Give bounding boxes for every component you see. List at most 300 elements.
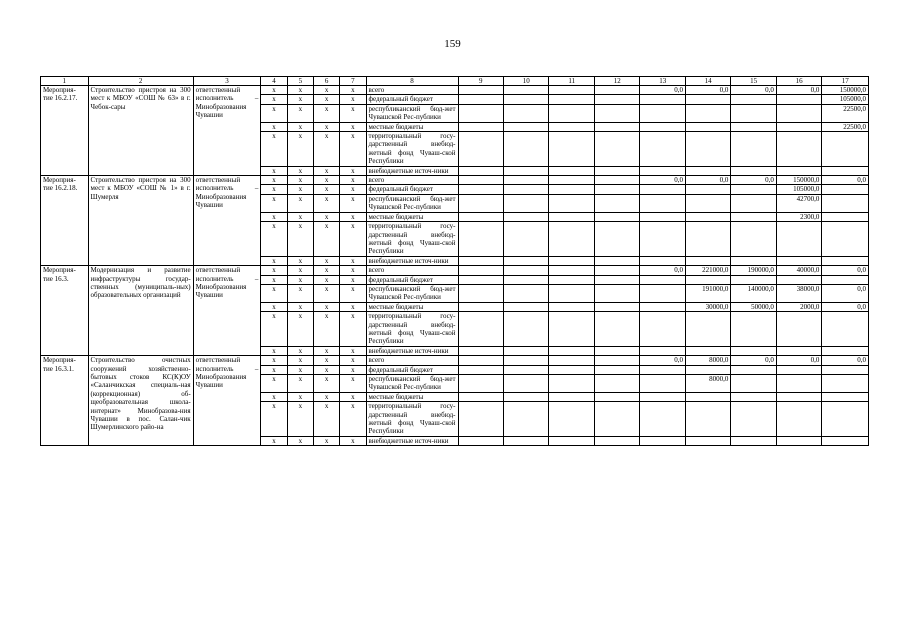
code-cell: x xyxy=(313,365,339,374)
amount-cell xyxy=(822,275,869,284)
amount-cell xyxy=(640,302,685,311)
code-cell: x xyxy=(287,132,313,167)
code-cell: x xyxy=(313,346,339,355)
code-cell: x xyxy=(313,256,339,265)
amount-cell xyxy=(504,375,549,393)
code-cell: x xyxy=(340,346,366,355)
amount-cell: 30000,0 xyxy=(685,302,730,311)
amount-cell xyxy=(594,132,639,167)
amount-cell xyxy=(504,402,549,437)
amount-cell xyxy=(549,256,594,265)
amount-cell xyxy=(822,256,869,265)
amount-cell xyxy=(776,312,821,347)
amount-cell xyxy=(458,194,503,212)
amount-cell: 0,0 xyxy=(776,86,821,95)
amount-cell: 221000,0 xyxy=(685,266,730,275)
code-cell: x xyxy=(261,194,287,212)
amount-cell xyxy=(685,392,730,401)
amount-cell xyxy=(504,436,549,445)
amount-cell xyxy=(458,346,503,355)
amount-cell xyxy=(685,365,730,374)
column-number: 4 xyxy=(261,77,287,86)
amount-cell xyxy=(549,312,594,347)
program-measures-table xyxy=(40,76,869,446)
code-cell: x xyxy=(261,185,287,194)
code-cell: x xyxy=(261,166,287,175)
amount-cell xyxy=(640,95,685,104)
amount-cell: 105000,0 xyxy=(776,185,821,194)
amount-cell xyxy=(594,392,639,401)
amount-cell: 0,0 xyxy=(640,176,685,185)
amount-cell: 150000,0 xyxy=(822,86,869,95)
amount-cell xyxy=(504,356,549,365)
amount-cell xyxy=(504,86,549,95)
amount-cell xyxy=(776,392,821,401)
funding-source: внебюджетные источ-ники xyxy=(366,436,458,445)
amount-cell xyxy=(594,365,639,374)
amount-cell xyxy=(640,185,685,194)
code-cell: x xyxy=(287,346,313,355)
code-cell: x xyxy=(287,436,313,445)
code-cell: x xyxy=(313,122,339,131)
column-number: 12 xyxy=(594,77,639,86)
amount-cell xyxy=(549,392,594,401)
table-row xyxy=(41,356,869,365)
amount-cell xyxy=(458,392,503,401)
code-cell: x xyxy=(287,212,313,221)
amount-cell xyxy=(504,185,549,194)
amount-cell xyxy=(822,212,869,221)
funding-source: всего xyxy=(366,356,458,365)
amount-cell xyxy=(594,375,639,393)
amount-cell xyxy=(549,346,594,355)
amount-cell xyxy=(685,95,730,104)
amount-cell xyxy=(549,132,594,167)
amount-cell xyxy=(504,346,549,355)
amount-cell xyxy=(640,122,685,131)
code-cell: x xyxy=(313,302,339,311)
amount-cell xyxy=(504,132,549,167)
amount-cell xyxy=(731,194,776,212)
amount-cell: 0,0 xyxy=(685,176,730,185)
amount-cell xyxy=(685,212,730,221)
measure-name: Строительство пристроя на 300 мест к МБОУ «СОШ № 63» в г. Чебок-сары xyxy=(88,86,193,176)
amount-cell xyxy=(458,284,503,302)
amount-cell xyxy=(731,312,776,347)
amount-cell xyxy=(594,95,639,104)
code-cell: x xyxy=(313,86,339,95)
measure-id: Мероприя-тие 16.3.1. xyxy=(41,356,89,446)
amount-cell xyxy=(549,185,594,194)
amount-cell: 22500,0 xyxy=(822,104,869,122)
amount-cell xyxy=(458,302,503,311)
code-cell: x xyxy=(340,95,366,104)
code-cell: x xyxy=(340,312,366,347)
amount-cell xyxy=(549,86,594,95)
amount-cell xyxy=(504,104,549,122)
amount-cell xyxy=(458,275,503,284)
code-cell: x xyxy=(313,185,339,194)
amount-cell xyxy=(549,266,594,275)
amount-cell xyxy=(731,166,776,175)
amount-cell xyxy=(549,375,594,393)
code-cell: x xyxy=(287,402,313,437)
code-cell: x xyxy=(287,194,313,212)
amount-cell xyxy=(685,312,730,347)
amount-cell xyxy=(731,375,776,393)
code-cell: x xyxy=(261,122,287,131)
code-cell: x xyxy=(261,212,287,221)
code-cell: x xyxy=(287,176,313,185)
amount-cell xyxy=(640,104,685,122)
amount-cell xyxy=(685,166,730,175)
amount-cell xyxy=(731,132,776,167)
column-number: 2 xyxy=(88,77,193,86)
amount-cell xyxy=(458,212,503,221)
amount-cell xyxy=(549,365,594,374)
amount-cell xyxy=(776,222,821,257)
amount-cell: 0,0 xyxy=(822,356,869,365)
amount-cell xyxy=(776,365,821,374)
code-cell: x xyxy=(261,436,287,445)
amount-cell xyxy=(731,95,776,104)
code-cell: x xyxy=(313,166,339,175)
amount-cell xyxy=(504,312,549,347)
amount-cell xyxy=(731,436,776,445)
code-cell: x xyxy=(287,185,313,194)
amount-cell xyxy=(685,104,730,122)
code-cell: x xyxy=(340,302,366,311)
amount-cell xyxy=(822,222,869,257)
amount-cell xyxy=(822,312,869,347)
amount-cell xyxy=(822,402,869,437)
code-cell: x xyxy=(313,275,339,284)
code-cell: x xyxy=(287,375,313,393)
code-cell: x xyxy=(261,284,287,302)
amount-cell xyxy=(685,122,730,131)
amount-cell xyxy=(731,212,776,221)
amount-cell xyxy=(822,132,869,167)
code-cell: x xyxy=(261,266,287,275)
amount-cell: 0,0 xyxy=(822,176,869,185)
code-cell: x xyxy=(313,104,339,122)
code-cell: x xyxy=(313,436,339,445)
code-cell: x xyxy=(340,194,366,212)
amount-cell xyxy=(549,302,594,311)
code-cell: x xyxy=(313,176,339,185)
code-cell: x xyxy=(261,346,287,355)
code-cell: x xyxy=(340,375,366,393)
table-row xyxy=(41,266,869,275)
funding-source: территориальный госу-дарственный внебюд-жетный фонд Чуваш-ской Республики xyxy=(366,312,458,347)
amount-cell: 0,0 xyxy=(822,266,869,275)
funding-source: всего xyxy=(366,86,458,95)
amount-cell xyxy=(458,185,503,194)
amount-cell xyxy=(458,266,503,275)
amount-cell xyxy=(731,122,776,131)
amount-cell xyxy=(458,86,503,95)
code-cell: x xyxy=(287,104,313,122)
amount-cell xyxy=(549,194,594,212)
amount-cell: 8000,0 xyxy=(685,356,730,365)
code-cell: x xyxy=(313,194,339,212)
code-cell: x xyxy=(313,375,339,393)
measure-executor: ответственный исполнитель – Минобразования Чувашии xyxy=(193,266,261,356)
amount-cell xyxy=(731,365,776,374)
amount-cell xyxy=(685,222,730,257)
amount-cell xyxy=(776,275,821,284)
amount-cell xyxy=(685,185,730,194)
code-cell: x xyxy=(287,275,313,284)
table-row xyxy=(41,176,869,185)
amount-cell xyxy=(504,284,549,302)
code-cell: x xyxy=(313,284,339,302)
code-cell: x xyxy=(287,256,313,265)
amount-cell xyxy=(458,256,503,265)
funding-source: внебюджетные источ-ники xyxy=(366,256,458,265)
measure-id: Мероприя-тие 16.2.17. xyxy=(41,86,89,176)
funding-source: федеральный бюджет xyxy=(366,95,458,104)
funding-source: внебюджетные источ-ники xyxy=(366,346,458,355)
amount-cell xyxy=(594,104,639,122)
amount-cell: 0,0 xyxy=(822,302,869,311)
amount-cell: 42700,0 xyxy=(776,194,821,212)
measure-executor: ответственный исполнитель – Минобразования Чувашии xyxy=(193,176,261,266)
code-cell: x xyxy=(340,166,366,175)
column-number: 17 xyxy=(822,77,869,86)
funding-source: федеральный бюджет xyxy=(366,275,458,284)
amount-cell xyxy=(504,176,549,185)
amount-cell xyxy=(640,402,685,437)
amount-cell xyxy=(549,104,594,122)
amount-cell xyxy=(640,256,685,265)
amount-cell xyxy=(458,356,503,365)
code-cell: x xyxy=(340,266,366,275)
amount-cell xyxy=(458,132,503,167)
amount-cell xyxy=(594,86,639,95)
code-cell: x xyxy=(340,284,366,302)
code-cell: x xyxy=(261,392,287,401)
code-cell: x xyxy=(340,275,366,284)
column-number: 13 xyxy=(640,77,685,86)
code-cell: x xyxy=(340,132,366,167)
code-cell: x xyxy=(340,185,366,194)
amount-cell xyxy=(504,266,549,275)
amount-cell xyxy=(504,194,549,212)
amount-cell xyxy=(549,402,594,437)
amount-cell xyxy=(594,302,639,311)
amount-cell xyxy=(776,375,821,393)
column-number: 10 xyxy=(504,77,549,86)
amount-cell xyxy=(822,375,869,393)
amount-cell: 0,0 xyxy=(640,86,685,95)
amount-cell xyxy=(731,402,776,437)
amount-cell xyxy=(776,256,821,265)
amount-cell xyxy=(685,256,730,265)
measure-name: Строительство пристроя на 300 мест к МБОУ «СОШ № 1» в г. Шумерля xyxy=(88,176,193,266)
code-cell: x xyxy=(340,256,366,265)
code-cell: x xyxy=(313,402,339,437)
amount-cell xyxy=(776,166,821,175)
amount-cell xyxy=(594,194,639,212)
measure-executor: ответственный исполнитель – Минобразования Чувашии xyxy=(193,356,261,446)
measure-name: Строительство очистных сооружений хозяйственно-бытовых стоков КС(К)ОУ «Саланчикская специаль-ная (коррекционная) об-щеобразовательная школа-интернат» Минобразова-ния Чувашии в пос. Салан-чик Шумерлинского райо-на xyxy=(88,356,193,446)
column-number: 11 xyxy=(549,77,594,86)
amount-cell xyxy=(504,95,549,104)
code-cell: x xyxy=(261,95,287,104)
amount-cell xyxy=(776,104,821,122)
amount-cell xyxy=(504,166,549,175)
amount-cell xyxy=(549,122,594,131)
code-cell: x xyxy=(261,312,287,347)
code-cell: x xyxy=(313,222,339,257)
amount-cell xyxy=(776,95,821,104)
amount-cell xyxy=(594,185,639,194)
amount-cell xyxy=(731,256,776,265)
code-cell: x xyxy=(313,392,339,401)
code-cell: x xyxy=(313,212,339,221)
amount-cell: 0,0 xyxy=(685,86,730,95)
amount-cell xyxy=(640,392,685,401)
amount-cell: 105000,0 xyxy=(822,95,869,104)
amount-cell xyxy=(504,256,549,265)
code-cell: x xyxy=(261,402,287,437)
amount-cell xyxy=(594,346,639,355)
amount-cell: 40000,0 xyxy=(776,266,821,275)
amount-cell xyxy=(776,132,821,167)
amount-cell xyxy=(731,222,776,257)
amount-cell xyxy=(504,212,549,221)
page-number: 159 xyxy=(444,38,461,50)
amount-cell xyxy=(549,95,594,104)
column-number: 5 xyxy=(287,77,313,86)
column-number: 16 xyxy=(776,77,821,86)
amount-cell xyxy=(776,436,821,445)
amount-cell xyxy=(594,356,639,365)
amount-cell xyxy=(594,284,639,302)
amount-cell xyxy=(594,222,639,257)
measure-name: Модернизация и развитие инфраструктуры государ-ственных (муниципаль-ных) образовательных организаций xyxy=(88,266,193,356)
code-cell: x xyxy=(340,356,366,365)
amount-cell xyxy=(640,166,685,175)
code-cell: x xyxy=(340,392,366,401)
amount-cell xyxy=(731,185,776,194)
amount-cell xyxy=(640,222,685,257)
amount-cell xyxy=(458,122,503,131)
code-cell: x xyxy=(287,266,313,275)
amount-cell xyxy=(549,222,594,257)
code-cell: x xyxy=(287,122,313,131)
amount-cell: 0,0 xyxy=(731,86,776,95)
amount-cell xyxy=(776,346,821,355)
amount-cell xyxy=(640,375,685,393)
amount-cell xyxy=(549,356,594,365)
code-cell: x xyxy=(261,86,287,95)
measure-id: Мероприя-тие 16.2.18. xyxy=(41,176,89,266)
table-row xyxy=(41,86,869,95)
code-cell: x xyxy=(287,166,313,175)
amount-cell xyxy=(594,266,639,275)
column-number: 7 xyxy=(340,77,366,86)
amount-cell xyxy=(822,166,869,175)
code-cell: x xyxy=(287,312,313,347)
amount-cell: 0,0 xyxy=(822,284,869,302)
amount-cell xyxy=(685,194,730,212)
code-cell: x xyxy=(261,365,287,374)
amount-cell xyxy=(776,122,821,131)
column-number: 3 xyxy=(193,77,261,86)
amount-cell xyxy=(685,402,730,437)
amount-cell xyxy=(594,176,639,185)
funding-source: внебюджетные источ-ники xyxy=(366,166,458,175)
funding-source: местные бюджеты xyxy=(366,392,458,401)
amount-cell xyxy=(685,346,730,355)
amount-cell: 22500,0 xyxy=(822,122,869,131)
code-cell: x xyxy=(340,402,366,437)
amount-cell xyxy=(504,302,549,311)
code-cell: x xyxy=(287,95,313,104)
amount-cell xyxy=(822,392,869,401)
amount-cell xyxy=(594,166,639,175)
code-cell: x xyxy=(261,222,287,257)
amount-cell xyxy=(458,312,503,347)
amount-cell xyxy=(822,185,869,194)
amount-cell xyxy=(731,104,776,122)
amount-cell xyxy=(458,402,503,437)
funding-source: всего xyxy=(366,176,458,185)
code-cell: x xyxy=(261,176,287,185)
amount-cell: 140000,0 xyxy=(731,284,776,302)
column-number: 6 xyxy=(313,77,339,86)
code-cell: x xyxy=(261,132,287,167)
amount-cell xyxy=(594,212,639,221)
code-cell: x xyxy=(261,256,287,265)
funding-source: местные бюджеты xyxy=(366,212,458,221)
amount-cell xyxy=(822,365,869,374)
code-cell: x xyxy=(340,86,366,95)
amount-cell xyxy=(458,436,503,445)
code-cell: x xyxy=(340,212,366,221)
amount-cell: 50000,0 xyxy=(731,302,776,311)
column-number: 1 xyxy=(41,77,89,86)
amount-cell xyxy=(504,122,549,131)
amount-cell xyxy=(549,436,594,445)
amount-cell: 0,0 xyxy=(731,356,776,365)
amount-cell xyxy=(731,275,776,284)
amount-cell xyxy=(640,284,685,302)
amount-cell xyxy=(458,222,503,257)
amount-cell xyxy=(458,176,503,185)
funding-source: территориальный госу-дарственный внебюд-жетный фонд Чуваш-ской Республики xyxy=(366,402,458,437)
amount-cell xyxy=(685,436,730,445)
funding-source: республиканский бюд-жет Чувашской Рес-публики xyxy=(366,284,458,302)
code-cell: x xyxy=(340,365,366,374)
amount-cell xyxy=(504,222,549,257)
amount-cell xyxy=(640,212,685,221)
code-cell: x xyxy=(313,312,339,347)
measure-executor: ответственный исполнитель – Минобразования Чувашии xyxy=(193,86,261,176)
amount-cell: 0,0 xyxy=(640,266,685,275)
code-cell: x xyxy=(340,104,366,122)
amount-cell: 38000,0 xyxy=(776,284,821,302)
code-cell: x xyxy=(287,356,313,365)
funding-source: республиканский бюд-жет Чувашской Рес-публики xyxy=(366,104,458,122)
code-cell: x xyxy=(340,436,366,445)
code-cell: x xyxy=(261,302,287,311)
amount-cell xyxy=(640,275,685,284)
amount-cell xyxy=(685,275,730,284)
amount-cell xyxy=(776,402,821,437)
